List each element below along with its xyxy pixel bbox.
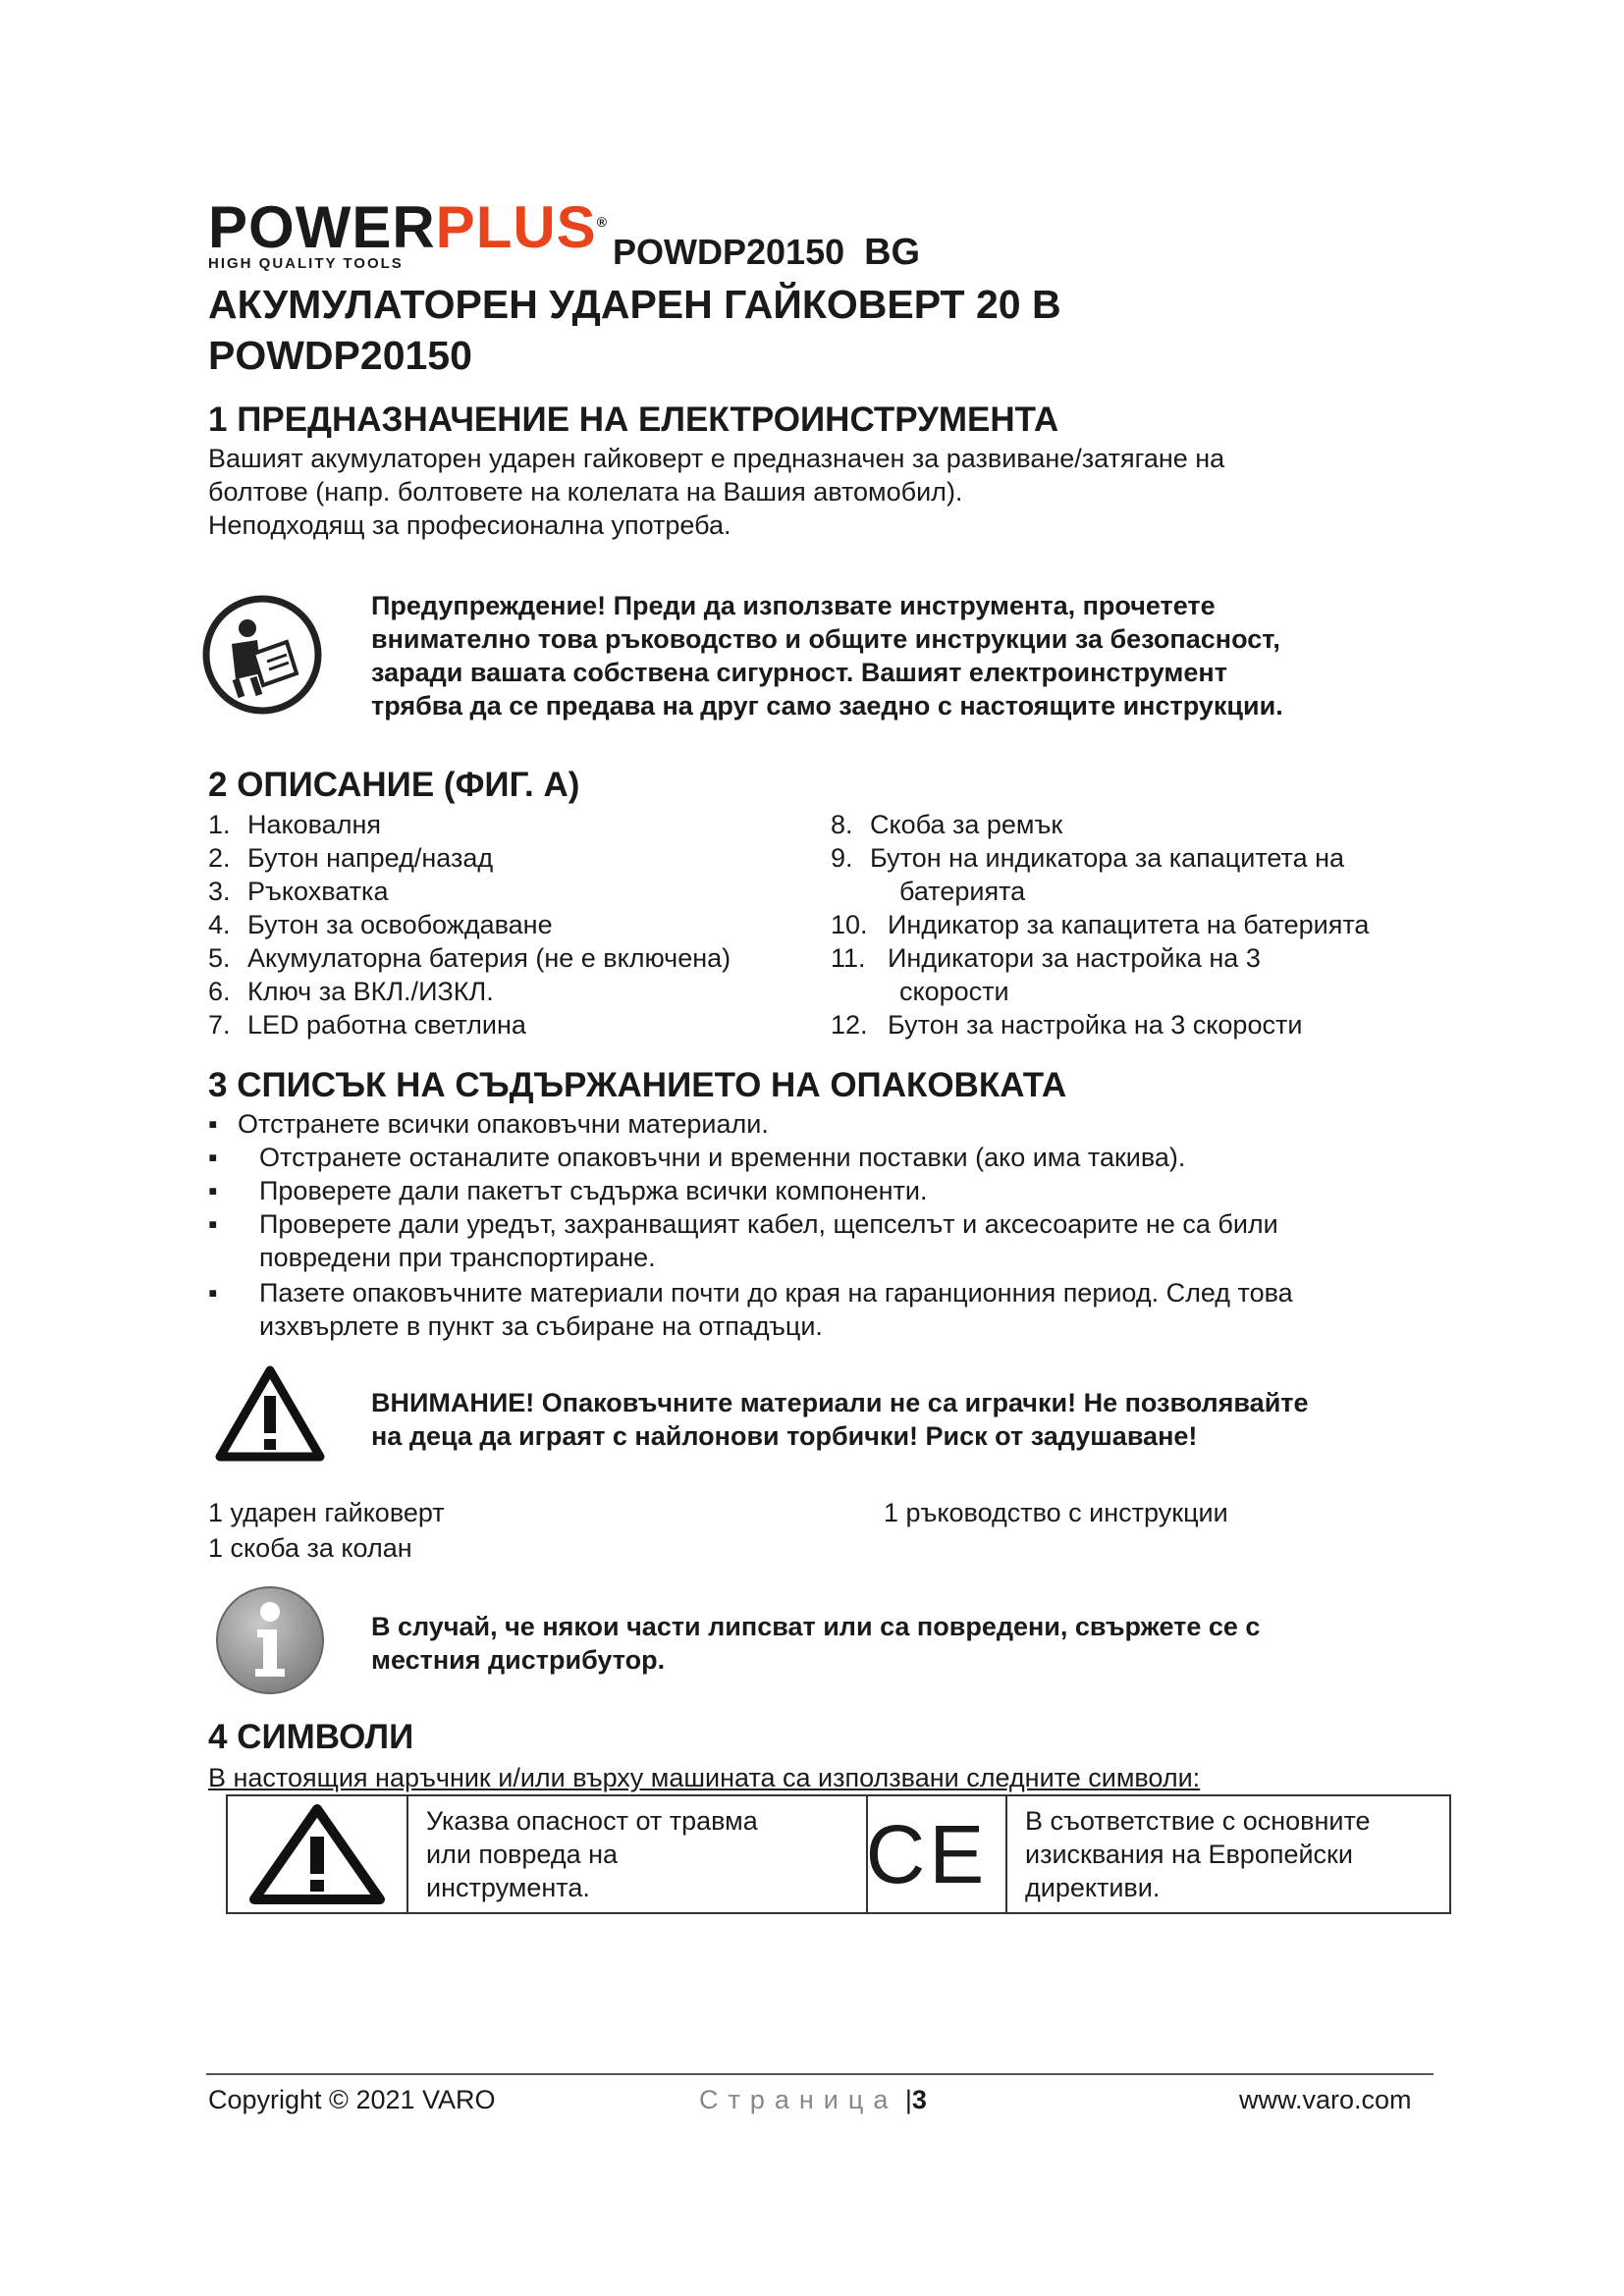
- text-line: Вашият акумулаторен ударен гайковерт е предназначен за развиване/затягане на: [208, 444, 1225, 473]
- list-item: [831, 975, 1439, 1008]
- list-item: повредени при транспортиране.: [259, 1243, 656, 1272]
- list-item-label: Индикатор за капацитета на батерията: [888, 910, 1370, 939]
- text-line: на деца да играят с найлонови торбички! Риск от задушаване!: [371, 1421, 1198, 1451]
- list-item: ▪ Отстранете всички опаковъчни материали.: [208, 1109, 769, 1139]
- logo-power-text: POWER: [208, 194, 436, 260]
- list-item-label: LED работна светлина: [247, 1010, 526, 1040]
- list-item-number: 9.: [831, 843, 853, 873]
- list-item-label: батерията: [899, 877, 1026, 906]
- footer-copyright: Copyright © 2021 VARO: [208, 2085, 496, 2114]
- title-line-1: АКУМУЛАТОРЕН УДАРЕН ГАЙКОВЕРТ 20 В: [208, 282, 1061, 327]
- text-line: болтове (напр. болтовете на колелата на Вашия автомобил).: [208, 477, 963, 507]
- symbol-description: Указва опасност от травма или повреда на инструмента.: [426, 1806, 758, 1902]
- list-item-number: 12.: [831, 1010, 868, 1040]
- footer-page-number: Страница |3: [699, 2085, 927, 2114]
- content-item: 1 ръководство с инструкции: [884, 1498, 1228, 1527]
- list-item-label: Акумулаторна батерия (не е включена): [247, 943, 731, 973]
- logo-subtitle: HIGH QUALITY TOOLS: [208, 255, 404, 272]
- list-item: [208, 875, 807, 908]
- list-item-number: 4.: [208, 910, 231, 939]
- list-item-number: 3.: [208, 877, 231, 906]
- read-manual-icon: [202, 595, 322, 715]
- list-item-number: 8.: [831, 810, 853, 839]
- list-item: ▪ Отстранете останалите опаковъчни и временни поставки (ако има такива).: [208, 1143, 1186, 1172]
- parts-list-right: [831, 808, 1439, 1041]
- symbol-icon-cell: [228, 1796, 408, 1912]
- list-item: ▪ Проверете дали пакетът съдържа всички компоненти.: [208, 1176, 928, 1205]
- info-icon: [214, 1584, 326, 1696]
- section-1-title: 1 ПРЕДНАЗНАЧЕНИЕ НА ЕЛЕКТРОИНСТРУМЕНТА: [208, 400, 1059, 439]
- list-item-label: Бутон за настройка на 3 скорости: [888, 1010, 1303, 1040]
- info-text: [371, 1610, 1260, 1677]
- symbols-intro: В настоящия наръчник и/или върху машината са използвани следните символи:: [208, 1763, 1201, 1792]
- symbol-icon-cell: [848, 1796, 1007, 1912]
- hazard-triangle-icon: [248, 1803, 386, 1905]
- list-item-number: 11.: [831, 943, 866, 973]
- list-item: [831, 875, 1439, 908]
- list-item-label: Бутон напред/назад: [247, 843, 494, 873]
- list-item-number: 7.: [208, 1010, 231, 1040]
- list-item-number: [831, 875, 899, 908]
- list-item-number: [831, 975, 899, 1008]
- text-line: внимателно това ръководство и общите инструкции за безопасност,: [371, 624, 1280, 654]
- model-header: [613, 232, 920, 274]
- list-item: ▪ Пазете опаковъчните материали почти до края на гаранционния период. След това: [208, 1278, 1293, 1308]
- text-line: ВНИМАНИЕ! Опаковъчните материали не са играчки! Не позволявайте: [371, 1388, 1309, 1417]
- language-code: BG: [864, 232, 921, 273]
- list-item-number: 5.: [208, 943, 231, 973]
- text-line: заради вашата собствена сигурност. Вашият електроинструмент: [371, 658, 1227, 687]
- text-line: Неподходящ за професионална употреба.: [208, 510, 731, 540]
- list-item: [208, 975, 807, 1008]
- list-item: [831, 941, 1439, 975]
- symbol-box-ce: [848, 1794, 1451, 1914]
- list-item: [831, 808, 1439, 841]
- section-3-title: 3 СПИСЪК НА СЪДЪРЖАНИЕТО НА ОПАКОВКАТА: [208, 1066, 1067, 1104]
- list-item-label: Бутон за освобождаване: [247, 910, 553, 939]
- text-line: трябва да се предава на друг само заедно с настоящите инструкции.: [371, 691, 1283, 721]
- list-item: [208, 841, 807, 875]
- list-item-label: Ключ за ВКЛ./ИЗКЛ.: [247, 977, 494, 1006]
- list-item-label: Скоба за ремък: [870, 810, 1063, 839]
- list-item: [208, 1008, 807, 1041]
- parts-list-left: [208, 808, 807, 1041]
- list-item-number: 10.: [831, 910, 868, 939]
- list-item-label: Ръкохватка: [247, 877, 389, 906]
- section-3-warning: [371, 1386, 1309, 1453]
- symbol-box-hazard: [226, 1794, 868, 1914]
- list-item: [831, 841, 1439, 875]
- text-line: В случай, че някои части липсват или са повредени, свържете се с: [371, 1612, 1261, 1641]
- brand-logo: POWERPLUS® HIGH QUALITY TOOLS: [208, 194, 609, 272]
- footer-divider: [206, 2073, 1434, 2075]
- list-item: [208, 908, 807, 941]
- list-item-label: скорости: [899, 977, 1009, 1006]
- section-4-title: 4 СИМВОЛИ: [208, 1718, 414, 1756]
- document-title: [208, 279, 1061, 381]
- list-item: изхвърлете в пункт за събиране на отпадъци.: [259, 1311, 823, 1341]
- content-item: 1 скоба за колан: [208, 1533, 412, 1563]
- ce-mark-icon: CE: [865, 1807, 989, 1900]
- list-item: ▪ Проверете дали уредът, захранващият кабел, щепселът и аксесоарите не са били: [208, 1209, 1278, 1239]
- list-item: [208, 941, 807, 975]
- list-item-label: Бутон на индикатора за капацитета на: [870, 843, 1345, 873]
- section-1-warning: [371, 589, 1283, 722]
- logo-plus-text: PLUS: [435, 194, 597, 260]
- section-1-body: [208, 442, 1224, 542]
- symbol-description: В съответствие с основните изисквания на Европейски директиви.: [1025, 1806, 1371, 1902]
- list-item-number: 1.: [208, 810, 231, 839]
- list-item: [831, 908, 1439, 941]
- list-item-label: Индикатори за настройка на 3: [888, 943, 1261, 973]
- text-line: Предупреждение! Преди да използвате инструмента, прочетете: [371, 591, 1216, 620]
- package-bullets: [208, 1107, 1445, 1343]
- list-item-number: 6.: [208, 977, 231, 1006]
- section-2-title: 2 ОПИСАНИЕ (ФИГ. А): [208, 766, 580, 804]
- content-item: 1 ударен гайковерт: [208, 1498, 445, 1527]
- list-item: [831, 1008, 1439, 1041]
- warning-triangle-icon: [214, 1364, 326, 1463]
- list-item-label: Наковалня: [247, 810, 381, 839]
- list-item: [208, 808, 807, 841]
- title-line-2: POWDP20150: [208, 333, 472, 378]
- footer-website: www.varo.com: [1239, 2085, 1412, 2114]
- text-line: местния дистрибутор.: [371, 1645, 666, 1675]
- model-number: POWDP20150: [613, 232, 845, 272]
- list-item-number: 2.: [208, 843, 231, 873]
